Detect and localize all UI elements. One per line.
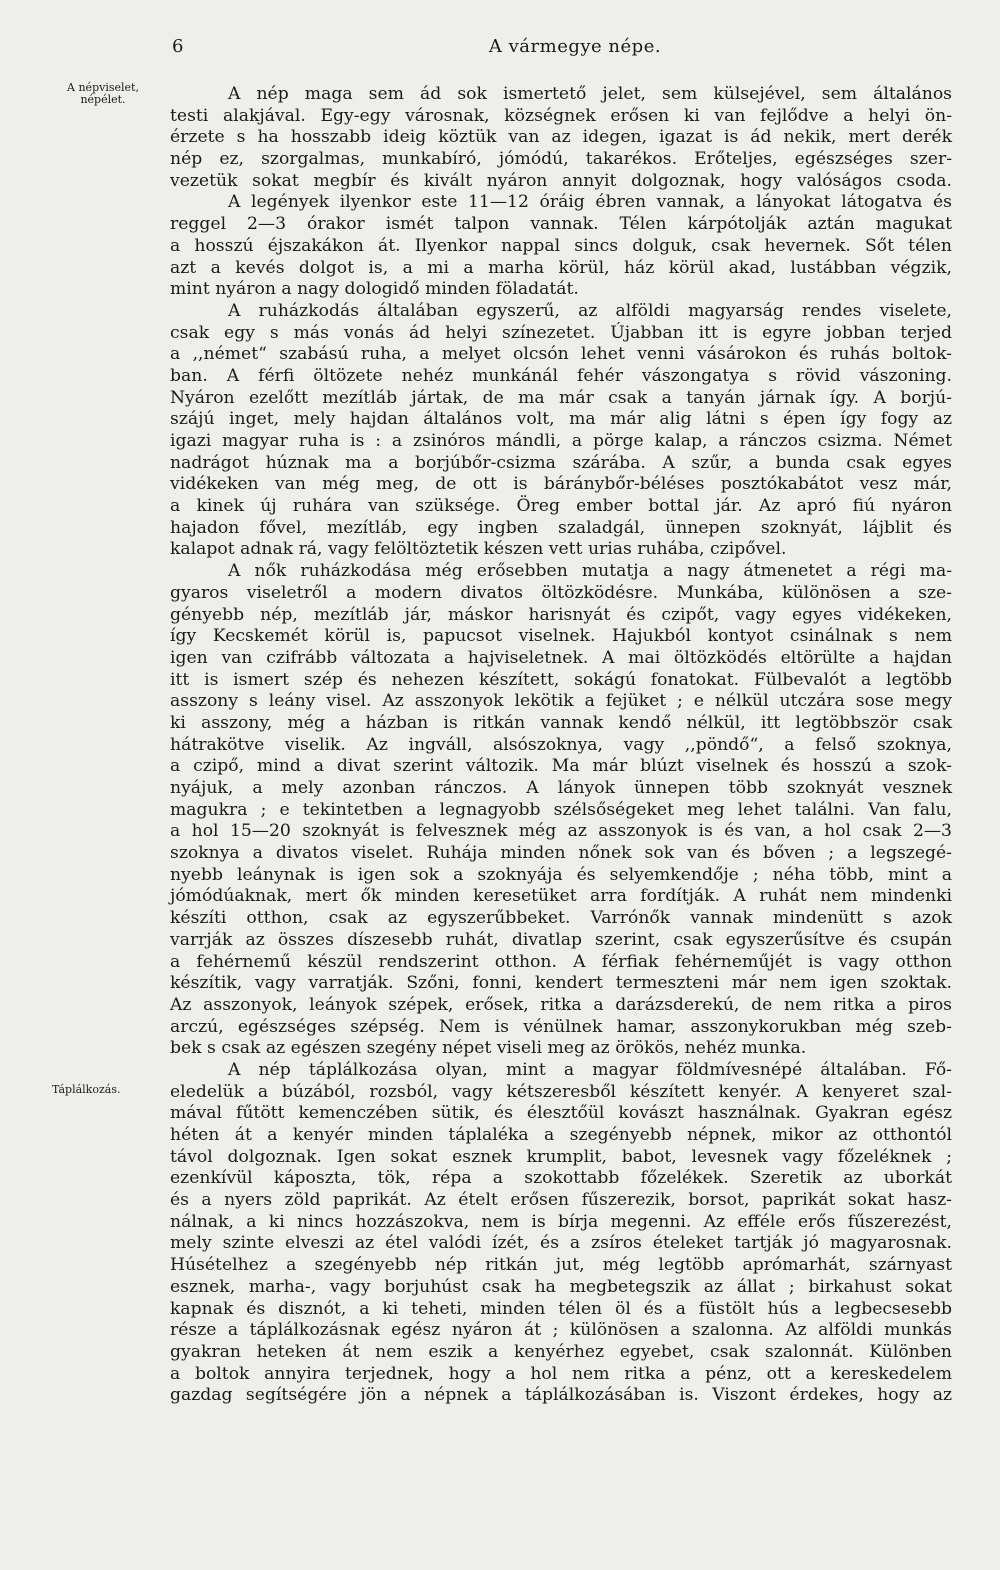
- text-line: kalapot adnak rá, vagy felöltöztetik készen vett urias ruhába, czipővel.: [170, 539, 787, 560]
- text-line: nálnak, a ki nincs hozzászokva, nem is bírja megenni. Az efféle erős fűszerezést,: [170, 1211, 952, 1232]
- text-line: esznek, marha-, vagy borjuhúst csak ha megbetegszik az állat ; birkahust sokat: [170, 1276, 952, 1297]
- text-line: gyakran heteken át nem eszik a kenyérhez egyebet, csak szalonnát. Különben: [170, 1341, 952, 1362]
- text-line: eledelük a búzából, rozsból, vagy kétszeresből készített kenyér. A kenyeret szal-: [170, 1081, 952, 1102]
- text-line: vezetük sokat megbír és kivált nyáron annyit dolgoznak, hogy valóságos csoda.: [170, 170, 952, 191]
- text-line: igen van czifrább változata a hajviseletnek. A mai öltözködés eltörülte a hajdan: [170, 647, 952, 668]
- text-line: nyájuk, a mely azonban ránczos. A lányok ünnepen több szoknyát vesznek: [170, 778, 952, 798]
- text-line: asszony s leány visel. Az asszonyok lekötik a fejüket ; e nélkül utczára sose megy: [170, 691, 952, 712]
- text-line: szoknya a divatos viselet. Ruhája minden nőnek sok van és bőven ; a legszegé-: [170, 843, 952, 864]
- text-line: távol dolgoznak. Igen sokat esznek krumplit, babot, levesnek vagy főzeléknek ;: [170, 1146, 952, 1167]
- text-line: jómódúaknak, mert ők minden keresetüket arra fordítják. A ruhát nem mindenki: [170, 886, 952, 907]
- text-line: igazi magyar ruha is : a zsinóros mándli, a pörge kalap, a ránczos csizma. Német: [170, 431, 952, 451]
- text-line: nyebb leánynak is igen sok a szoknyája és selyemkendője ; néha több, mint a: [170, 864, 952, 885]
- text-line: A nép maga sem ád sok ismertető jelet, sem külsejével, sem általános: [228, 84, 952, 104]
- text-line: a fehérnemű készül rendszerint otthon. A férfiak fehérneműjét is vagy otthon: [170, 951, 952, 972]
- text-line: a czipő, mind a divat szerint változik. Ma már blúzt viselnek és hosszú a szok-: [170, 756, 952, 777]
- text-line: kapnak és disznót, a ki teheti, minden télen öl és a füstölt hús a legbecsesebb: [170, 1298, 952, 1319]
- text-line: mint nyáron a nagy dologidő minden föladatát.: [170, 279, 579, 300]
- text-line: a hol 15—20 szoknyát is felvesznek még az asszonyok is és van, a hol csak 2—3: [170, 821, 952, 842]
- text-line: készíti otthon, csak az egyszerűbbeket. Varrónők vannak mindenütt s azok: [170, 908, 952, 929]
- text-line: gényebb nép, mezítláb jár, máskor harisnyát és czipőt, vagy egyes vidékeken,: [170, 604, 952, 625]
- text-line: a hosszú éjszakákon át. Ilyenkor nappal sincs dolguk, csak hevernek. Sőt télen: [170, 235, 952, 256]
- text-line: nép ez, szorgalmas, munkabíró, jómódú, takarékos. Erőteljes, egészséges szer-: [170, 149, 952, 170]
- text-line: A ruházkodás általában egyszerű, az alföldi magyarság rendes viselete,: [228, 300, 952, 321]
- text-line: mával fűtött kemenczében sütik, és élesztőül kovászt használnak. Gyakran egész: [170, 1103, 952, 1124]
- running-title: A vármegye népe.: [488, 36, 662, 57]
- text-line: A nők ruházkodása még erősebben mutatja a nagy átmenetet a régi ma-: [228, 561, 952, 582]
- text-line: készítik, vagy varratják. Szőni, fonni, kendert termeszteni már nem igen szoktak.: [170, 973, 952, 994]
- text-line: érzete s ha hosszabb ideig köztük van az idegen, igazat is ád nekik, mert derék: [170, 127, 952, 148]
- text-line: Az asszonyok, leányok szépek, erősek, ritka a darázsderekú, de nem ritka a piros: [170, 994, 952, 1015]
- text-line: mely szinte elveszi az étel valódi ízét, és a zsíros ételeket tartják jó magyarosnak.: [170, 1233, 952, 1254]
- body-text: [170, 84, 952, 1407]
- text-line: nadrágot húznak ma a borjúbőr-csizma szárába. A szűr, a bunda csak egyes: [170, 452, 952, 473]
- text-line: A nép táplálkozása olyan, mint a magyar földmívesnépé általában. Fő-: [228, 1059, 952, 1080]
- text-line: itt is ismert szép és nehezen készített, sokágú fonatokat. Fülbevalót a legtöbb: [170, 669, 952, 690]
- text-line: a boltok annyira terjednek, hogy a hol nem ritka a pénz, ott a kereskedelem: [170, 1363, 952, 1384]
- text-line: vidékeken van még meg, de ott is báránybőr-béléses posztókabátot vesz már,: [170, 474, 952, 495]
- text-line: hajadon fővel, mezítláb, egy ingben szaladgál, ünnepen szoknyát, lájblit és: [170, 517, 952, 538]
- text-line: gyaros viseletről a modern divatos öltözködésre. Munkába, különösen a sze-: [170, 582, 952, 603]
- text-line: varrják az összes díszesebb ruhát, divatlap szerint, csak egyszerűsítve és csupán: [170, 929, 952, 950]
- text-line: reggel 2—3 órakor ismét talpon vannak. Télen kárpótolják aztán magukat: [170, 214, 952, 235]
- text-line: a kinek új ruhára van szüksége. Öreg ember bottal jár. Az apró fiú nyáron: [170, 496, 952, 517]
- margin-note-folk-costume: A népviselet, népélet.: [67, 81, 139, 106]
- text-line: ezenkívül káposzta, tök, répa a szokottabb főzelékek. Szeretik az uborkát: [170, 1168, 952, 1189]
- text-line: gazdag segítségére jön a népnek a táplálkozásában is. Viszont érdekes, hogy az: [170, 1385, 952, 1406]
- text-line: bek s csak az egészen szegény népet viseli meg az örökös, nehéz munka.: [170, 1038, 807, 1059]
- text-line: magukra ; e tekintetben a legnagyobb szélsőségeket meg lehet találni. Van falu,: [170, 799, 952, 820]
- text-line: szájú inget, mely hajdan általános volt, ma már alig látni s épen így fogy az: [170, 409, 952, 430]
- text-line: héten át a kenyér minden táplaléka a szegényebb népnek, mikor az otthontól: [170, 1125, 952, 1145]
- text-line: Nyáron ezelőtt mezítláb jártak, de ma már csak a tanyán járnak így. A borjú-: [170, 387, 952, 408]
- text-line: a ,,német“ szabású ruha, a melyet olcsón lehet venni vásárokon és ruhás boltok-: [170, 344, 952, 365]
- page-number: 6: [172, 36, 184, 57]
- margin-note-nutrition: Táplálkozás.: [52, 1083, 121, 1096]
- text-line: ban. A férfi öltözete nehéz munkánál fehér vászongatya s rövid vászoning.: [170, 365, 952, 386]
- text-line: Húsételhez a szegényebb nép ritkán jut, még legtöbb aprómarhát, szárnyast: [170, 1255, 952, 1276]
- text-line: arczú, egészséges szépség. Nem is vénülnek hamar, asszonykorukban még szeb-: [170, 1016, 952, 1037]
- text-line: A legények ilyenkor este 11—12 óráig ébren vannak, a lányokat látogatva és: [228, 192, 952, 213]
- text-line: hátrakötve viselik. Az ingváll, alsószoknya, vagy ,,pöndő“, a felső szoknya,: [170, 734, 952, 755]
- text-line: azt a kevés dolgot is, a mi a marha körül, ház körül akad, lustábban végzik,: [170, 257, 952, 278]
- text-line: része a táplálkozásnak egész nyáron át ; különösen a szalonna. Az alföldi munkás: [170, 1320, 952, 1341]
- text-line: testi alakjával. Egy-egy városnak, községnek erősen ki van fejlődve a helyi ön-: [170, 105, 952, 126]
- text-line: így Kecskemét körül is, papucsot viselnek. Hajukból kontyot csinálnak s nem: [170, 626, 952, 647]
- text-line: ki asszony, még a házban is ritkán vannak kendő nélkül, itt legtöbbször csak: [170, 712, 952, 733]
- text-line: csak egy s más vonás ád helyi színezetet. Újabban itt is egyre jobban terjed: [170, 322, 952, 343]
- text-line: és a nyers zöld paprikát. Az ételt erősen fűszerezik, borsot, paprikát sokat hasz-: [170, 1190, 952, 1211]
